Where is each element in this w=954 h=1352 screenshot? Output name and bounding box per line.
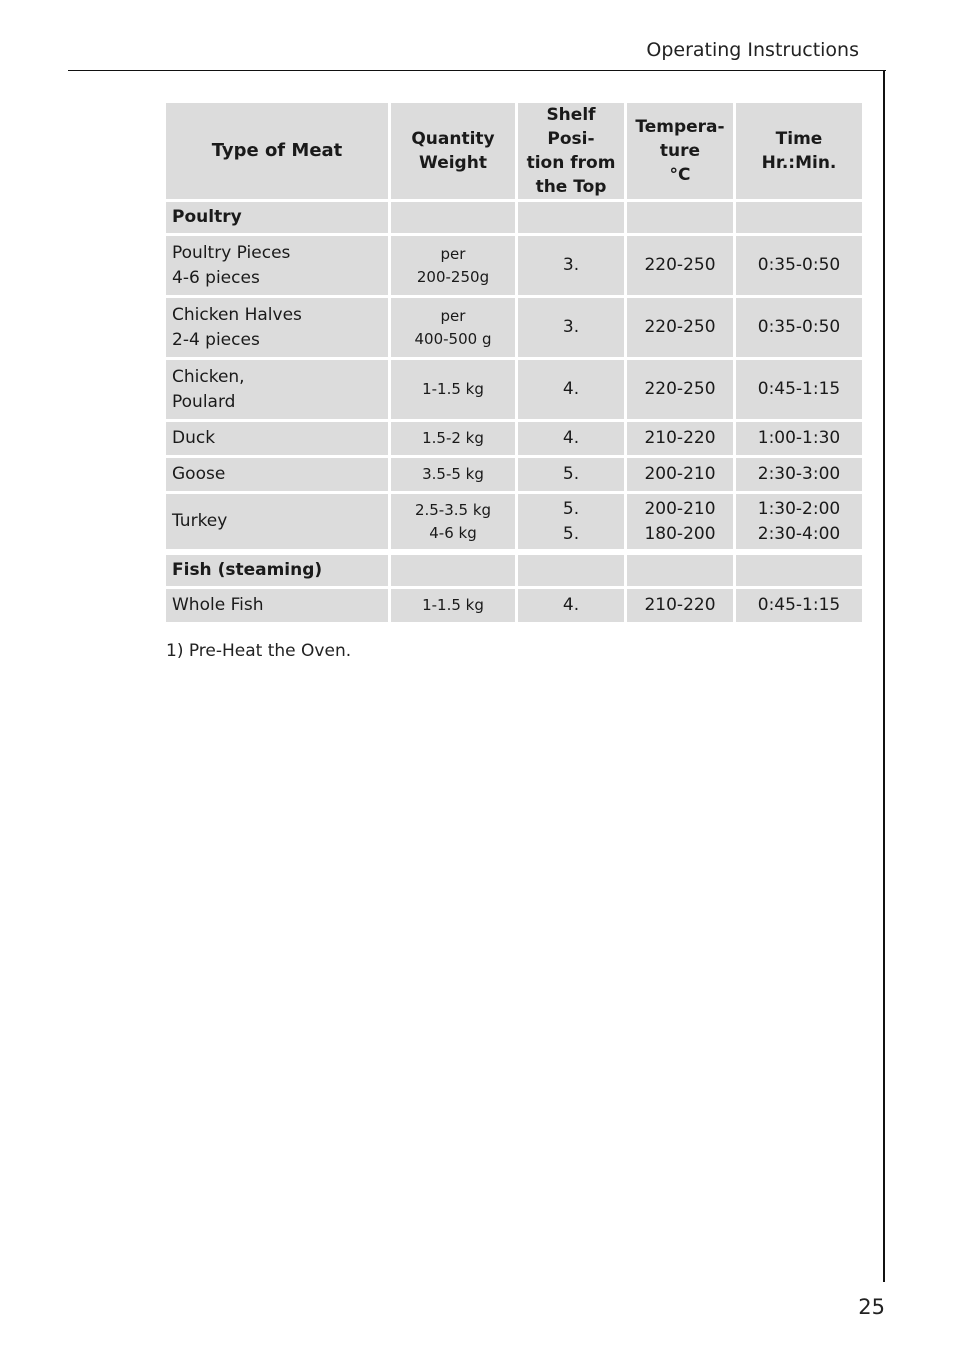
- cell-temperature: 210-220: [627, 422, 733, 455]
- cell-quantity: 1-1.5 kg: [391, 360, 515, 419]
- cell-time: 0:45-1:15: [736, 360, 862, 419]
- section-row: [166, 202, 862, 233]
- cell-type: Duck: [166, 422, 388, 455]
- cell-shelf: 4.: [518, 360, 624, 419]
- col-header-quantity: Quantity Weight: [391, 103, 515, 199]
- cell-type: Chicken Halves 2-4 pieces: [166, 298, 388, 357]
- col-header-type: Type of Meat: [166, 103, 388, 199]
- table-row: [166, 422, 862, 455]
- cell-type: Goose: [166, 458, 388, 491]
- cell-time: [736, 202, 862, 233]
- cell-shelf: 3.: [518, 236, 624, 295]
- cell-quantity: 1.5-2 kg: [391, 422, 515, 455]
- margin-rule: [883, 70, 885, 1282]
- cell-quantity: 1-1.5 kg: [391, 589, 515, 622]
- cell-time: 1:00-1:30: [736, 422, 862, 455]
- table-row: [166, 589, 862, 622]
- table-row: [166, 494, 862, 549]
- cell-type: Chicken, Poulard: [166, 360, 388, 419]
- table-row: [166, 298, 862, 357]
- cell-shelf: 4.: [518, 589, 624, 622]
- col-header-shelf: Shelf Posi- tion from the Top: [518, 103, 624, 199]
- cell-shelf: [518, 202, 624, 233]
- header-rule: [68, 70, 886, 71]
- cell-quantity: per 200-250g: [391, 236, 515, 295]
- cell-quantity: per 400-500 g: [391, 298, 515, 357]
- cell-shelf: 4.: [518, 422, 624, 455]
- col-header-time: Time Hr.:Min.: [736, 103, 862, 199]
- cell-time: 1:30-2:00 2:30-4:00: [736, 494, 862, 549]
- cell-type: Fish (steaming): [166, 555, 388, 586]
- cell-temperature: [627, 555, 733, 586]
- section-row: [166, 555, 862, 586]
- cell-temperature: 220-250: [627, 298, 733, 357]
- cell-time: 2:30-3:00: [736, 458, 862, 491]
- cell-quantity: 2.5-3.5 kg 4-6 kg: [391, 494, 515, 549]
- table-row: [166, 236, 862, 295]
- page-header-title: Operating Instructions: [646, 39, 859, 61]
- cell-shelf: 3.: [518, 298, 624, 357]
- cell-shelf: 5. 5.: [518, 494, 624, 549]
- table-row: [166, 458, 862, 491]
- cell-temperature: 210-220: [627, 589, 733, 622]
- cell-temperature: 220-250: [627, 360, 733, 419]
- table-row: [166, 360, 862, 419]
- cell-time: 0:45-1:15: [736, 589, 862, 622]
- cell-type: Poultry Pieces 4-6 pieces: [166, 236, 388, 295]
- cell-time: 0:35-0:50: [736, 298, 862, 357]
- page-number: 25: [858, 1295, 885, 1319]
- cell-time: 0:35-0:50: [736, 236, 862, 295]
- cell-shelf: [518, 555, 624, 586]
- cell-temperature: [627, 202, 733, 233]
- col-header-temperature: Tempera- ture °C: [627, 103, 733, 199]
- cell-temperature: 220-250: [627, 236, 733, 295]
- cell-type: Poultry: [166, 202, 388, 233]
- cell-temperature: 200-210: [627, 458, 733, 491]
- cell-type: Whole Fish: [166, 589, 388, 622]
- cell-shelf: 5.: [518, 458, 624, 491]
- cell-time: [736, 555, 862, 586]
- cell-quantity: [391, 555, 515, 586]
- cell-temperature: 200-210 180-200: [627, 494, 733, 549]
- cell-quantity: 3.5-5 kg: [391, 458, 515, 491]
- footnote: 1) Pre-Heat the Oven.: [166, 641, 352, 661]
- table-header-row: [166, 103, 862, 199]
- table-body: [166, 202, 862, 622]
- cell-type: Turkey: [166, 494, 388, 549]
- cooking-table: [163, 100, 865, 625]
- cell-quantity: [391, 202, 515, 233]
